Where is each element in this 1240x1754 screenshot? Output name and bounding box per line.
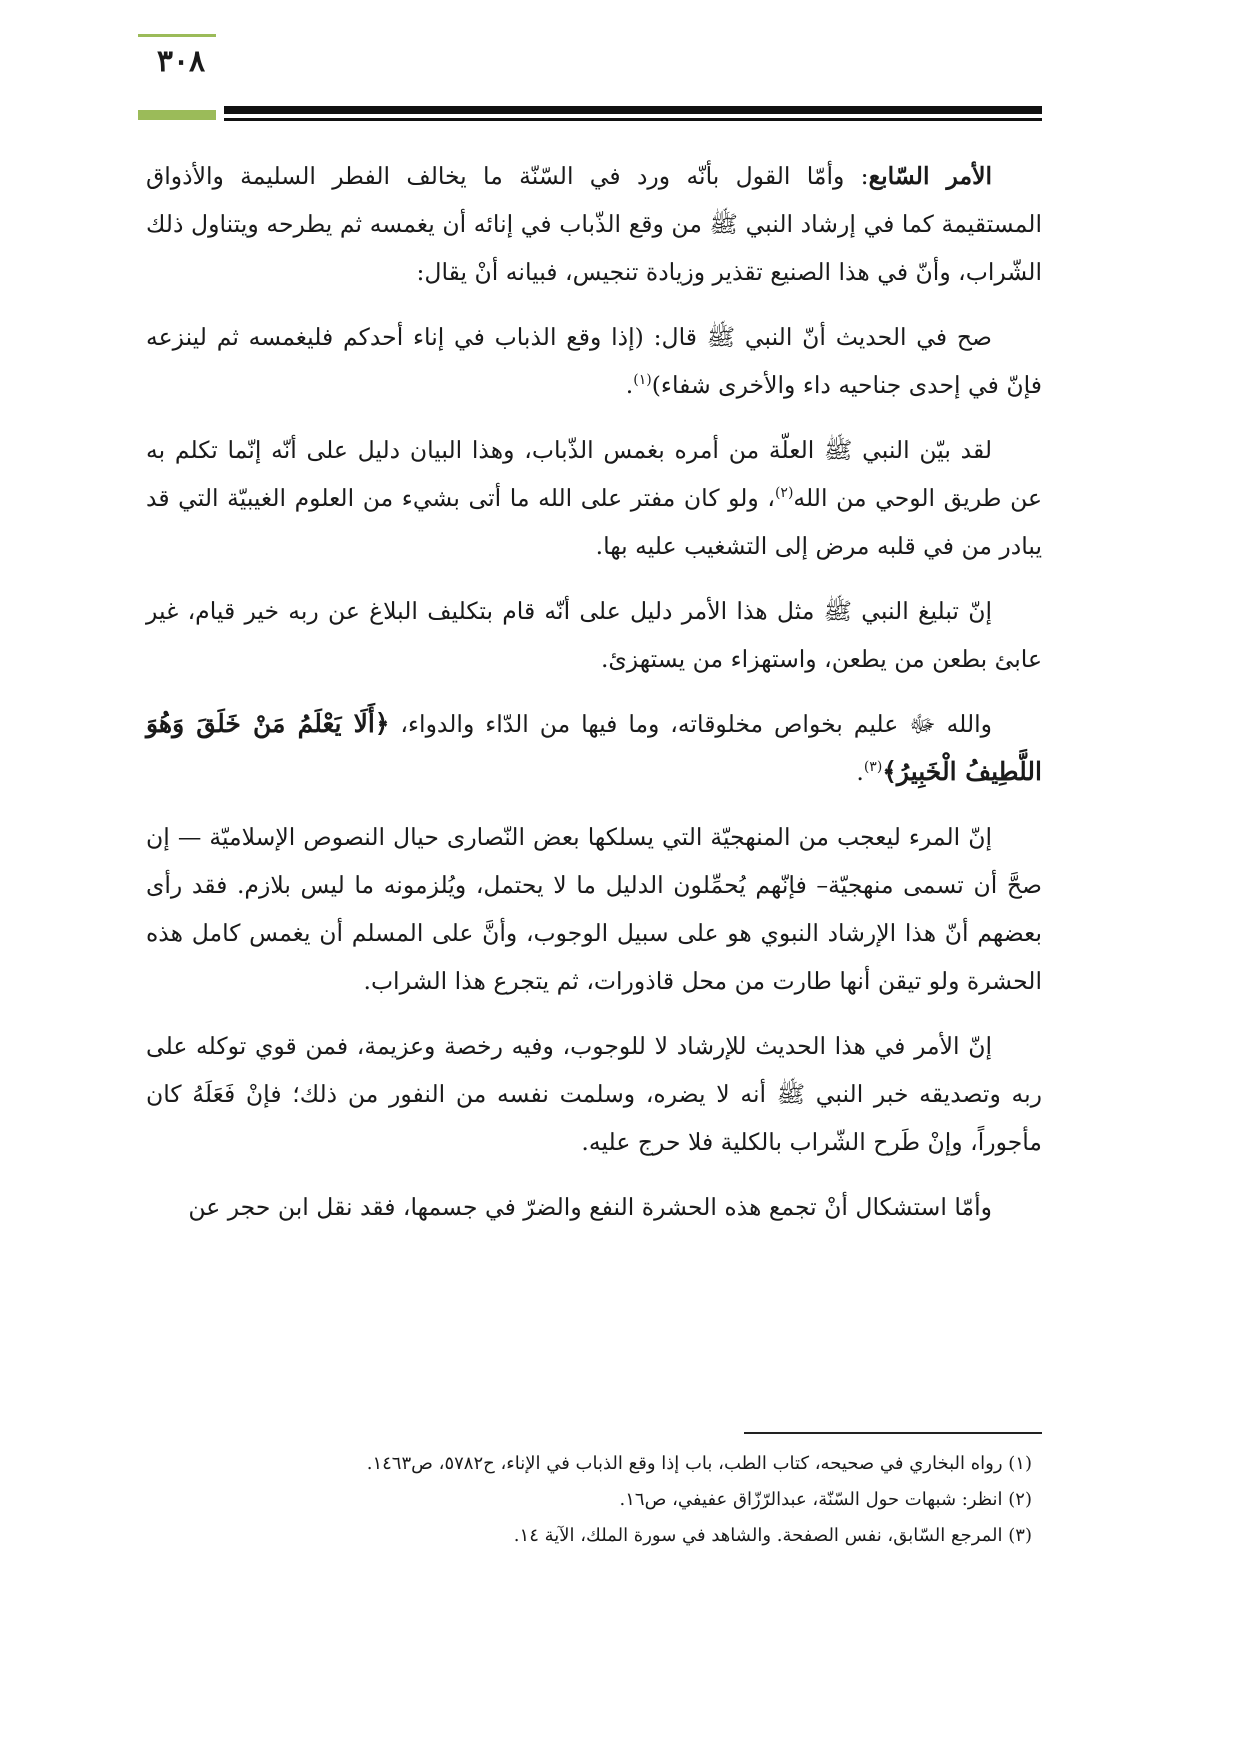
paragraph-text: إنّ الأمر في هذا الحديث للإرشاد لا للوجوب، وفيه رخصة وعزيمة، فمن قوي توكله على ربه وتصديقه خبر النبي ﷺ أنه لا يضره، وسلمت نفسه من النفور من ذلك؛ فإنْ فَعَلَهُ كان مأجوراً، وإنْ طَرح الشّراب بالكلية فلا حرج عليه. — [146, 1032, 1042, 1156]
paragraph-text: والله ﷻ عليم بخواص مخلوقاته، وما فيها من الدّاء والدواء، — [389, 710, 992, 738]
footnote-1: (١) رواه البخاري في صحيحه، كتاب الطب، باب إذا وقع الذباب في الإناء، ح٥٧٨٢، ص١٤٦٣. — [366, 1453, 1032, 1474]
header-rule-thick — [224, 106, 1042, 114]
footnote-ref-3: (٣) — [863, 759, 883, 776]
paragraph-end: . — [856, 758, 864, 786]
footnote-3: (٣) المرجع السّابق، نفس الصفحة. والشاهد في سورة الملك، الآية ١٤. — [513, 1525, 1032, 1546]
footnote-2: (٢) انظر: شبهات حول السّنّة، عبدالرّزّاق عفيفي، ص١٦. — [619, 1489, 1032, 1510]
paragraph-1 — [146, 152, 1042, 296]
paragraph-text: إنّ المرء ليعجب من المنهجيّة التي يسلكها بعض النّصارى حيال النصوص الإسلاميّة — إن صحَّ أن تسمى منهجيّة– فإنّهم يُحمِّلون الدليل ما لا يحتمل، ويُلزمونه ما ليس بلازم. فقد رأى بعضهم أنّ هذا الإرشاد النبوي هو على سبيل الوجوب، وأنَّ على المسلم أن يغمس كامل هذه الحشرة ولو تيقن أنها طارت من محل قاذورات، ثم يتجرع هذا الشراب. — [146, 823, 1042, 995]
paragraph-text: : وأمّا القول بأنّه ورد في السّنّة ما يخالف الفطر السليمة والأذواق المستقيمة كما في إرشاد النبي ﷺ من وقع الذّباب في إنائه أن يغمسه ثم يطرحه ويتناول ذلك الشّراب، وأنّ في هذا الصنيع تقذير وزيادة تنجيس، فبيانه أنْ يقال: — [146, 162, 1042, 286]
paragraph-end: . — [625, 371, 634, 399]
body-text — [146, 152, 1042, 1248]
paragraph-text: صح في الحديث أنّ النبي ﷺ قال: (إذا وقع الذباب في إناء أحدكم فليغمسه ثم لينزعه فإنّ في إحدى جناحيه داء والأخرى شفاء) — [146, 323, 1042, 399]
paragraph-text: إنّ تبليغ النبي ﷺ مثل هذا الأمر دليل على أنّه قام بتكليف البلاغ عن ربه خير قيام، غير عابئ بطعن من يطعن، واستهزاء من يستهزئ. — [146, 597, 1042, 673]
footnote-ref-2: (٢) — [774, 485, 794, 502]
header-accent-bar — [138, 110, 216, 120]
paragraph-5 — [146, 700, 1042, 796]
quran-verse: ﴿أَلَا يَعْلَمُ مَنْ خَلَقَ وَهُوَ اللَّطِيفُ الْخَبِيرُ﴾ — [146, 709, 1042, 786]
header-rule-thin — [224, 118, 1042, 121]
paragraph-4 — [146, 587, 1042, 683]
paragraph-3 — [146, 426, 1042, 570]
paragraph-2 — [146, 313, 1042, 409]
paragraph-text: لقد بيّن النبي ﷺ العلّة من أمره بغمس الذّباب، وهذا البيان دليل على أنّه إنّما تكلم به عن طريق الوحي من الله — [146, 436, 1042, 512]
paragraph-text: وأمّا استشكال أنْ تجمع هذه الحشرة النفع والضرّ في جسمها، فقد نقل ابن حجر عن — [188, 1193, 992, 1221]
paragraph-8 — [146, 1183, 1042, 1231]
footnote-ref-1: (١) — [633, 372, 652, 389]
footnote-separator — [744, 1432, 1042, 1434]
header-accent-top — [138, 34, 216, 37]
paragraph-text-continued: ، ولو كان مفتر على الله ما أتى بشيء من العلوم الغيبيّة التي قد يبادر من في قلبه مرض إلى التشغيب عليه بها. — [146, 484, 1042, 560]
footnotes — [146, 1446, 1042, 1554]
paragraph-lead: الأمر السّابع — [868, 162, 992, 190]
paragraph-7 — [146, 1022, 1042, 1166]
page-number: ٣٠٨ — [156, 44, 206, 79]
paragraph-6 — [146, 813, 1042, 1005]
